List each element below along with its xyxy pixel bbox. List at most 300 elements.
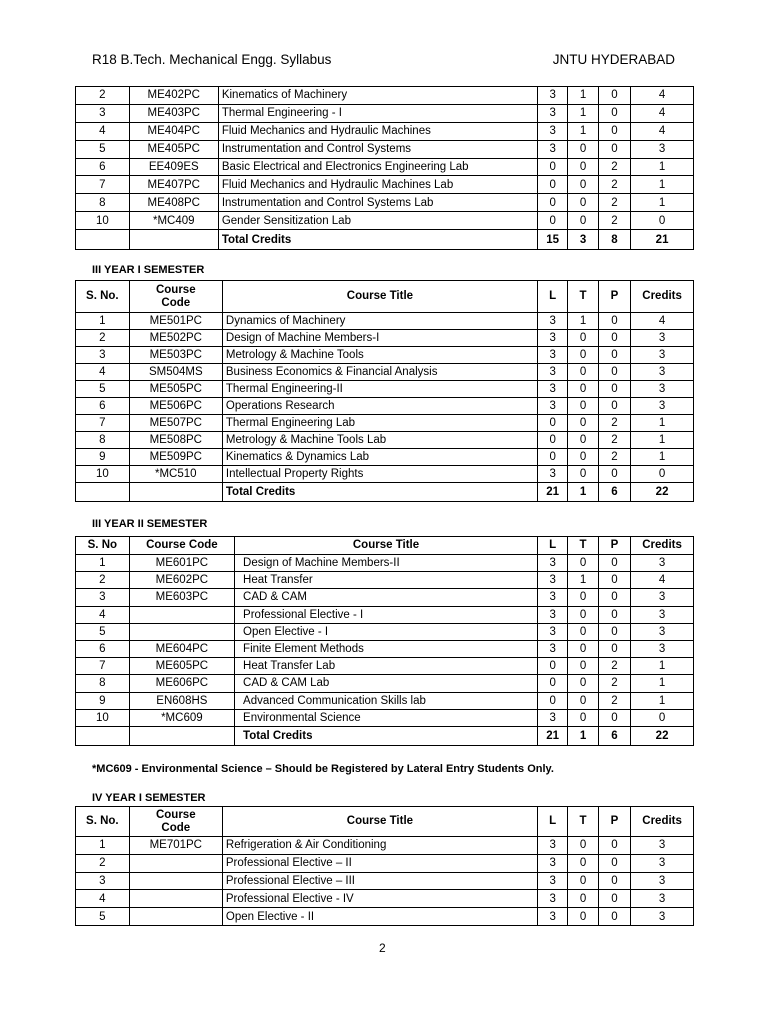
cell-p: 0 <box>598 623 630 640</box>
table-row <box>76 589 694 606</box>
cell-sno: 8 <box>76 675 130 692</box>
cell-t: 0 <box>568 709 598 726</box>
cell-sno: 5 <box>76 623 130 640</box>
header-p: P <box>598 807 630 837</box>
cell-l: 3 <box>537 364 567 381</box>
cell-credits: 3 <box>631 854 694 872</box>
cell-credits: 1 <box>631 158 694 176</box>
total-title: Total Credits <box>222 483 537 502</box>
cell-credits: 3 <box>631 640 694 657</box>
cell-sno: 5 <box>76 140 130 158</box>
cell-sno: 5 <box>76 908 130 926</box>
cell-credits: 4 <box>631 122 694 140</box>
cell-credits: 3 <box>631 555 694 572</box>
cell-title: Environmental Science <box>235 709 538 726</box>
cell-credits: 4 <box>631 313 694 330</box>
cell-title: Instrumentation and Control Systems <box>218 140 537 158</box>
cell-sno: 2 <box>76 87 130 105</box>
cell-sno: 6 <box>76 640 130 657</box>
total-sno <box>76 230 130 250</box>
table-header-row <box>76 807 694 837</box>
table-row <box>76 466 694 483</box>
table-row <box>76 176 694 194</box>
cell-p: 0 <box>598 347 630 364</box>
total-l: 21 <box>537 483 567 502</box>
cell-title: Finite Element Methods <box>235 640 538 657</box>
cell-code: ME601PC <box>129 555 234 572</box>
cell-credits: 3 <box>631 623 694 640</box>
cell-title: Professional Elective – II <box>222 854 537 872</box>
header-left: R18 B.Tech. Mechanical Engg. Syllabus <box>92 52 332 67</box>
cell-code: *MC609 <box>129 709 234 726</box>
cell-t: 0 <box>568 415 598 432</box>
cell-t: 0 <box>568 589 598 606</box>
cell-t: 0 <box>568 675 598 692</box>
cell-code: ME701PC <box>129 837 222 855</box>
cell-credits: 3 <box>631 347 694 364</box>
table-row <box>76 890 694 908</box>
cell-code: ME604PC <box>129 640 234 657</box>
cell-t: 0 <box>568 194 598 212</box>
cell-sno: 10 <box>76 709 130 726</box>
cell-title: CAD & CAM <box>235 589 538 606</box>
cell-l: 3 <box>537 709 567 726</box>
cell-l: 3 <box>537 104 567 122</box>
table-row <box>76 555 694 572</box>
cell-title: Gender Sensitization Lab <box>218 212 537 230</box>
cell-l: 0 <box>537 176 567 194</box>
cell-l: 3 <box>537 140 567 158</box>
total-row <box>76 230 694 250</box>
total-code <box>129 483 222 502</box>
cell-p: 0 <box>598 872 630 890</box>
cell-t: 0 <box>568 640 598 657</box>
table-row <box>76 347 694 364</box>
cell-sno: 8 <box>76 194 130 212</box>
cell-title: Refrigeration & Air Conditioning <box>222 837 537 855</box>
cell-p: 0 <box>598 313 630 330</box>
cell-p: 0 <box>598 87 630 105</box>
table-row <box>76 872 694 890</box>
cell-p: 0 <box>598 606 630 623</box>
header-p: P <box>598 537 630 555</box>
page-number: 2 <box>379 941 386 955</box>
cell-sno: 7 <box>76 658 130 675</box>
cell-p: 0 <box>598 572 630 589</box>
total-p: 6 <box>598 483 630 502</box>
total-p: 6 <box>598 726 630 745</box>
cell-title: Design of Machine Members-I <box>222 330 537 347</box>
total-title: Total Credits <box>218 230 537 250</box>
cell-l: 3 <box>537 908 567 926</box>
cell-credits: 1 <box>631 194 694 212</box>
cell-title: Fluid Mechanics and Hydraulic Machines Lab <box>218 176 537 194</box>
cell-p: 0 <box>598 589 630 606</box>
header-title: Course Title <box>222 807 537 837</box>
cell-sno: 1 <box>76 555 130 572</box>
cell-title: Thermal Engineering Lab <box>222 415 537 432</box>
cell-t: 0 <box>568 555 598 572</box>
cell-p: 0 <box>598 908 630 926</box>
header-sno: S. No. <box>76 807 130 837</box>
header-l: L <box>537 281 567 313</box>
table-row <box>76 658 694 675</box>
cell-credits: 1 <box>631 692 694 709</box>
table-row <box>76 623 694 640</box>
cell-p: 0 <box>598 640 630 657</box>
cell-l: 0 <box>537 658 567 675</box>
cell-p: 2 <box>598 432 630 449</box>
cell-l: 3 <box>537 381 567 398</box>
cell-sno: 4 <box>76 890 130 908</box>
table-row <box>76 330 694 347</box>
cell-t: 0 <box>568 347 598 364</box>
cell-code: *MC409 <box>129 212 218 230</box>
cell-l: 0 <box>537 449 567 466</box>
cell-code <box>129 890 222 908</box>
cell-p: 2 <box>598 158 630 176</box>
cell-t: 0 <box>568 623 598 640</box>
header-t: T <box>568 281 598 313</box>
cell-credits: 1 <box>631 415 694 432</box>
total-p: 8 <box>598 230 630 250</box>
cell-p: 0 <box>598 837 630 855</box>
table-row <box>76 837 694 855</box>
cell-p: 0 <box>598 555 630 572</box>
cell-title: Heat Transfer Lab <box>235 658 538 675</box>
cell-p: 2 <box>598 415 630 432</box>
cell-code: ME506PC <box>129 398 222 415</box>
cell-l: 3 <box>537 623 567 640</box>
header-t: T <box>568 807 598 837</box>
total-title: Total Credits <box>235 726 538 745</box>
cell-code <box>129 623 234 640</box>
cell-code: ME507PC <box>129 415 222 432</box>
cell-code: ME402PC <box>129 87 218 105</box>
cell-l: 3 <box>537 589 567 606</box>
cell-title: Professional Elective – III <box>222 872 537 890</box>
cell-t: 0 <box>568 872 598 890</box>
cell-t: 0 <box>568 364 598 381</box>
cell-title: Thermal Engineering - I <box>218 104 537 122</box>
total-row <box>76 483 694 502</box>
cell-credits: 1 <box>631 432 694 449</box>
cell-code <box>129 606 234 623</box>
cell-sno: 4 <box>76 364 130 381</box>
header-l: L <box>537 807 567 837</box>
cell-credits: 4 <box>631 572 694 589</box>
cell-code: ME405PC <box>129 140 218 158</box>
cell-credits: 0 <box>631 466 694 483</box>
cell-sno: 3 <box>76 347 130 364</box>
cell-t: 0 <box>568 606 598 623</box>
table-row <box>76 158 694 176</box>
total-credits: 21 <box>631 230 694 250</box>
cell-title: Advanced Communication Skills lab <box>235 692 538 709</box>
table-row <box>76 212 694 230</box>
table-sem3-2 <box>75 536 694 746</box>
cell-credits: 1 <box>631 449 694 466</box>
cell-l: 3 <box>537 640 567 657</box>
cell-sno: 2 <box>76 572 130 589</box>
cell-l: 0 <box>537 194 567 212</box>
cell-t: 0 <box>568 854 598 872</box>
cell-title: CAD & CAM Lab <box>235 675 538 692</box>
cell-p: 0 <box>598 381 630 398</box>
cell-l: 3 <box>537 837 567 855</box>
total-l: 21 <box>537 726 567 745</box>
cell-p: 0 <box>598 122 630 140</box>
cell-l: 3 <box>537 466 567 483</box>
cell-sno: 7 <box>76 415 130 432</box>
cell-credits: 3 <box>631 908 694 926</box>
table-header-row <box>76 281 694 313</box>
cell-code: SM504MS <box>129 364 222 381</box>
cell-code <box>129 872 222 890</box>
header-credits: Credits <box>631 807 694 837</box>
table-row <box>76 640 694 657</box>
cell-code: ME503PC <box>129 347 222 364</box>
cell-t: 1 <box>568 572 598 589</box>
cell-credits: 3 <box>631 330 694 347</box>
cell-code <box>129 908 222 926</box>
cell-p: 0 <box>598 398 630 415</box>
cell-l: 3 <box>537 606 567 623</box>
header-title: Course Title <box>222 281 537 313</box>
total-credits: 22 <box>631 726 694 745</box>
cell-p: 0 <box>598 466 630 483</box>
header-code: Course Code <box>129 281 222 313</box>
cell-title: Metrology & Machine Tools <box>222 347 537 364</box>
cell-t: 0 <box>568 176 598 194</box>
cell-l: 3 <box>537 313 567 330</box>
total-sno <box>76 483 130 502</box>
cell-credits: 3 <box>631 837 694 855</box>
header-code: Course Code <box>129 537 234 555</box>
cell-sno: 9 <box>76 449 130 466</box>
table-sem3-1 <box>75 280 694 502</box>
cell-title: Open Elective - I <box>235 623 538 640</box>
cell-code: ME408PC <box>129 194 218 212</box>
cell-title: Thermal Engineering-II <box>222 381 537 398</box>
cell-p: 0 <box>598 330 630 347</box>
table-sem4-1 <box>75 806 694 926</box>
table-row <box>76 675 694 692</box>
cell-title: Kinematics of Machinery <box>218 87 537 105</box>
cell-t: 0 <box>568 449 598 466</box>
cell-title: Business Economics & Financial Analysis <box>222 364 537 381</box>
cell-code: ME606PC <box>129 675 234 692</box>
cell-code: EN608HS <box>129 692 234 709</box>
cell-sno: 3 <box>76 872 130 890</box>
cell-credits: 1 <box>631 176 694 194</box>
cell-p: 2 <box>598 658 630 675</box>
table-row <box>76 364 694 381</box>
cell-sno: 2 <box>76 330 130 347</box>
note-mc609: *MC609 - Environmental Science – Should be Registered by Lateral Entry Students Only. <box>92 763 554 775</box>
table-row <box>76 606 694 623</box>
header-l: L <box>537 537 567 555</box>
cell-t: 0 <box>568 398 598 415</box>
cell-p: 2 <box>598 212 630 230</box>
cell-sno: 3 <box>76 589 130 606</box>
total-sno <box>76 726 130 745</box>
cell-t: 0 <box>568 466 598 483</box>
cell-code: ME602PC <box>129 572 234 589</box>
table-row <box>76 709 694 726</box>
cell-l: 0 <box>537 675 567 692</box>
cell-l: 3 <box>537 555 567 572</box>
cell-t: 1 <box>568 122 598 140</box>
cell-title: Open Elective - II <box>222 908 537 926</box>
total-code <box>129 230 218 250</box>
table-row <box>76 449 694 466</box>
cell-l: 3 <box>537 872 567 890</box>
cell-p: 0 <box>598 854 630 872</box>
section-title-3-1: III YEAR I SEMESTER <box>92 264 205 276</box>
total-t: 3 <box>568 230 598 250</box>
cell-credits: 3 <box>631 140 694 158</box>
cell-t: 1 <box>568 313 598 330</box>
table-row <box>76 398 694 415</box>
cell-title: Dynamics of Machinery <box>222 313 537 330</box>
cell-sno: 9 <box>76 692 130 709</box>
cell-code <box>129 854 222 872</box>
table-row <box>76 415 694 432</box>
header-sno: S. No. <box>76 281 130 313</box>
cell-t: 0 <box>568 330 598 347</box>
cell-credits: 0 <box>631 709 694 726</box>
cell-l: 3 <box>537 854 567 872</box>
cell-title: Operations Research <box>222 398 537 415</box>
cell-p: 0 <box>598 140 630 158</box>
cell-credits: 3 <box>631 398 694 415</box>
cell-credits: 4 <box>631 87 694 105</box>
cell-l: 0 <box>537 432 567 449</box>
cell-credits: 1 <box>631 658 694 675</box>
cell-credits: 4 <box>631 104 694 122</box>
cell-code: ME502PC <box>129 330 222 347</box>
cell-code: ME505PC <box>129 381 222 398</box>
cell-sno: 4 <box>76 606 130 623</box>
cell-sno: 3 <box>76 104 130 122</box>
table-row <box>76 313 694 330</box>
cell-p: 2 <box>598 692 630 709</box>
cell-credits: 3 <box>631 381 694 398</box>
cell-t: 0 <box>568 890 598 908</box>
cell-title: Metrology & Machine Tools Lab <box>222 432 537 449</box>
cell-code: EE409ES <box>129 158 218 176</box>
cell-l: 0 <box>537 692 567 709</box>
cell-code: ME407PC <box>129 176 218 194</box>
cell-title: Design of Machine Members-II <box>235 555 538 572</box>
cell-p: 2 <box>598 194 630 212</box>
cell-t: 0 <box>568 908 598 926</box>
table-row <box>76 140 694 158</box>
cell-sno: 8 <box>76 432 130 449</box>
header-right: JNTU HYDERABAD <box>552 52 675 67</box>
cell-credits: 3 <box>631 364 694 381</box>
cell-t: 0 <box>568 692 598 709</box>
table-row <box>76 122 694 140</box>
cell-t: 0 <box>568 432 598 449</box>
table-row <box>76 381 694 398</box>
cell-sno: 7 <box>76 176 130 194</box>
cell-credits: 3 <box>631 872 694 890</box>
header-sno: S. No <box>76 537 130 555</box>
cell-code: ME404PC <box>129 122 218 140</box>
total-row <box>76 726 694 745</box>
cell-sno: 10 <box>76 466 130 483</box>
cell-p: 2 <box>598 675 630 692</box>
cell-code: *MC510 <box>129 466 222 483</box>
total-code <box>129 726 234 745</box>
header-t: T <box>568 537 598 555</box>
cell-t: 0 <box>568 381 598 398</box>
cell-l: 3 <box>537 122 567 140</box>
cell-t: 0 <box>568 837 598 855</box>
cell-t: 1 <box>568 104 598 122</box>
table-row <box>76 432 694 449</box>
cell-sno: 1 <box>76 837 130 855</box>
table-row <box>76 572 694 589</box>
cell-code: ME508PC <box>129 432 222 449</box>
header-code: Course Code <box>129 807 222 837</box>
cell-sno: 6 <box>76 158 130 176</box>
cell-l: 3 <box>537 330 567 347</box>
cell-l: 3 <box>537 347 567 364</box>
cell-p: 0 <box>598 364 630 381</box>
cell-l: 0 <box>537 158 567 176</box>
cell-credits: 1 <box>631 675 694 692</box>
cell-credits: 3 <box>631 589 694 606</box>
cell-sno: 5 <box>76 381 130 398</box>
total-t: 1 <box>568 726 598 745</box>
header-title: Course Title <box>235 537 538 555</box>
cell-sno: 1 <box>76 313 130 330</box>
cell-l: 3 <box>537 398 567 415</box>
cell-p: 0 <box>598 104 630 122</box>
table-row <box>76 87 694 105</box>
cell-credits: 3 <box>631 606 694 623</box>
cell-code: ME605PC <box>129 658 234 675</box>
section-title-4-1: IV YEAR I SEMESTER <box>92 792 206 804</box>
cell-sno: 10 <box>76 212 130 230</box>
cell-title: Instrumentation and Control Systems Lab <box>218 194 537 212</box>
table-row <box>76 692 694 709</box>
cell-p: 0 <box>598 890 630 908</box>
total-credits: 22 <box>631 483 694 502</box>
table-row <box>76 908 694 926</box>
cell-title: Professional Elective - I <box>235 606 538 623</box>
cell-title: Kinematics & Dynamics Lab <box>222 449 537 466</box>
cell-title: Intellectual Property Rights <box>222 466 537 483</box>
section-title-3-2: III YEAR II SEMESTER <box>92 518 208 530</box>
table-row <box>76 854 694 872</box>
header-credits: Credits <box>631 537 694 555</box>
cell-title: Professional Elective - IV <box>222 890 537 908</box>
cell-p: 2 <box>598 449 630 466</box>
cell-p: 0 <box>598 709 630 726</box>
table-row <box>76 194 694 212</box>
cell-code: ME603PC <box>129 589 234 606</box>
table-continued <box>75 86 694 250</box>
cell-t: 0 <box>568 140 598 158</box>
cell-l: 3 <box>537 572 567 589</box>
cell-code: ME501PC <box>129 313 222 330</box>
cell-code: ME509PC <box>129 449 222 466</box>
cell-code: ME403PC <box>129 104 218 122</box>
